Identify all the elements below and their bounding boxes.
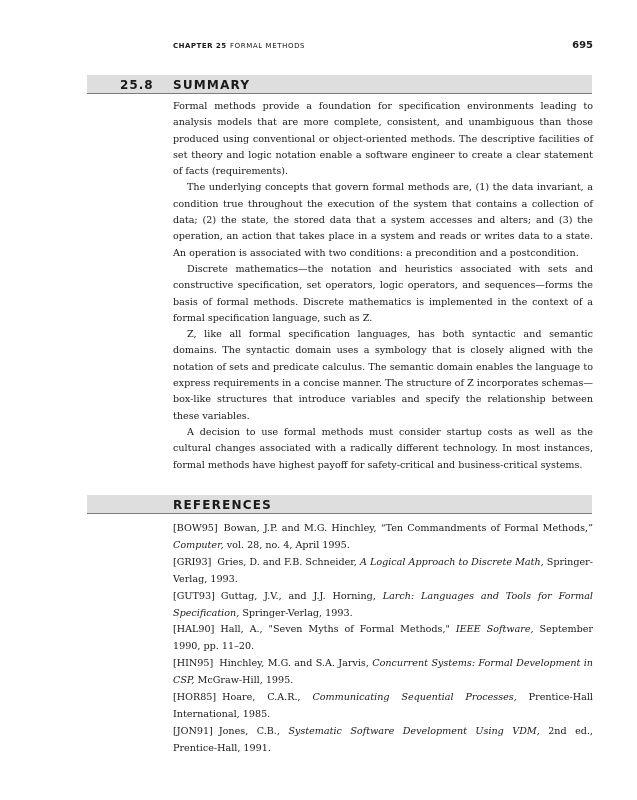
reference-key: [JON91] xyxy=(173,725,213,737)
reference-item: [JON91] Jones, C.B., Systematic Software Development Using VDM, 2nd ed., Prentice-Hall, 1991. xyxy=(173,725,593,754)
reference-item: [GUT93] Guttag, J.V., and J.J. Horning, Larch: Languages and Tools for Formal Specification, Springer-Verlag, 1993. xyxy=(173,590,593,619)
running-head xyxy=(173,42,593,56)
page-number: 695 xyxy=(572,40,593,51)
section-number: 25.8 xyxy=(120,78,154,92)
reference-item: [HAL90] Hall, A., "Seven Myths of Formal Methods," IEEE Software, September 1990, pp. 11–20. xyxy=(173,624,593,653)
references-heading-bar xyxy=(87,495,592,514)
summary-paragraph: The underlying concepts that govern formal methods are, (1) the data invariant, a condition true throughout the execution of the system that contains a collection of data; (2) the state, the stored data that a system accesses and alters; and (3) the operation, an action that takes place in a system and reads or writes data to a state. An operation is associated with two conditions: a precondition and a postcondition. xyxy=(173,182,593,259)
reference-key: [GRI93] xyxy=(173,556,212,568)
references-title: REFERENCES xyxy=(173,498,272,512)
reference-key: [HAL90] xyxy=(173,624,215,636)
summary-body xyxy=(173,99,593,474)
reference-key: [HOR85] xyxy=(173,692,217,704)
reference-item: [HOR85] Hoare, C.A.R., Communicating Sequential Processes, Prentice-Hall International, 1985. xyxy=(173,692,593,720)
chapter-title: FORMAL METHODS xyxy=(230,42,306,50)
summary-paragraph: A decision to use formal methods must consider startup costs as well as the cultural changes associated with a radically different technology. In most instances, formal methods have highest payoff for safety-critical and business-critical systems. xyxy=(173,426,593,471)
chapter-label: CHAPTER 25 xyxy=(173,42,227,50)
reference-item: [HIN95] Hinchley, M.G. and S.A. Jarvis, Concurrent Systems: Formal Development in CSP, McGraw-Hill, 1995. xyxy=(173,658,593,687)
reference-item: [GRI93] Gries, D. and F.B. Schneider, A Logical Approach to Discrete Math, Springer-Verlag, 1993. xyxy=(173,556,594,585)
summary-paragraph: Z, like all formal specification languages, has both syntactic and semantic domains. The syntactic domain uses a symbology that is closely aligned with the notation of sets and predicate calculus. The semantic domain enables the language to express requirements in a concise manner. The structure of Z incorporates schemas—box-like structures that introduce variables and specify the relationship between these variables. xyxy=(173,329,593,422)
summary-paragraph: Formal methods provide a foundation for specification environments leading to analysis models that are more complete, consistent, and unambiguous than those produced using conventional or object-oriented methods. The descriptive facilities of set theory and logic notation enable a software engineer to create a clear statement of facts (requirements). xyxy=(173,101,593,178)
reference-key: [BOW95] xyxy=(173,523,218,534)
reference-key: [GUT93] xyxy=(173,590,215,602)
reference-item: [BOW95] Bowan, J.P. and M.G. Hinchley, “Ten Commandments of Formal Methods,” Computer, vol. 28, no. 4, April 1995. xyxy=(173,523,593,551)
summary-heading-bar xyxy=(87,75,592,94)
section-title: SUMMARY xyxy=(173,78,251,92)
summary-paragraph: Discrete mathematics—the notation and heuristics associated with sets and constructive specification, set operators, logic operators, and sequences—forms the basis of formal methods. Discrete mathematics is implemented in the context of a formal specification language, such as Z. xyxy=(173,263,593,324)
reference-list xyxy=(173,521,593,758)
reference-key: [HIN95] xyxy=(173,658,214,670)
